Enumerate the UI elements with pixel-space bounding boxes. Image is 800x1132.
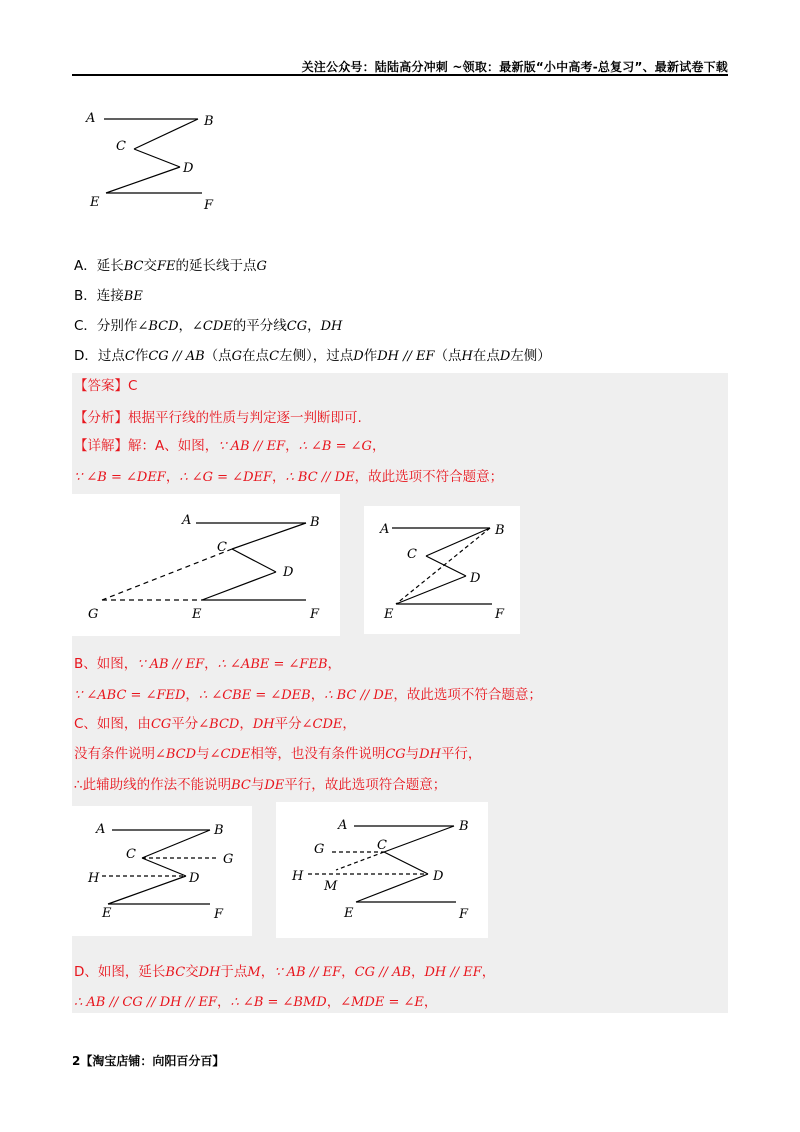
detail-text: ∴此辅助线的作法不能说明: [74, 777, 232, 793]
detail-text: ，: [342, 716, 356, 732]
label-d: D: [283, 565, 294, 580]
option-d-text: （点: [434, 348, 462, 364]
detail-text: ，: [165, 469, 180, 485]
detail-math: ∴ AB // CG // DH // EF: [74, 995, 218, 1010]
label-c: C: [217, 540, 227, 555]
detail-text: 交: [185, 964, 199, 980]
label-h: H: [292, 869, 304, 884]
detail-math: CG: [385, 747, 406, 762]
question-figure: [80, 105, 230, 217]
label-e: E: [384, 607, 394, 622]
option-d-math: C: [124, 349, 135, 364]
label-c: C: [126, 847, 136, 862]
detail-text: ，: [239, 716, 253, 732]
label-b: B: [204, 114, 214, 129]
label-h: H: [88, 871, 100, 886]
option-c-text: ，: [178, 318, 192, 334]
figure-a: [72, 494, 340, 636]
option-d-math: G: [231, 349, 243, 364]
label-e: E: [90, 195, 100, 210]
detail-text: ，: [341, 964, 355, 980]
detail-math: ∴ ∠G = ∠DEF: [179, 470, 273, 485]
option-d-text: （点: [204, 348, 232, 364]
option-c-text: 的平分线: [232, 318, 287, 334]
detail-math: DH: [252, 717, 275, 732]
label-b: B: [495, 523, 505, 538]
detail-text: 没有条件说明: [74, 746, 155, 762]
option-c-math: ∠BCD: [137, 319, 179, 334]
detail-math: ∠CDE: [301, 717, 343, 732]
detail-line-6: [74, 744, 481, 765]
detail-text: ，: [204, 656, 218, 672]
detail-math: CG: [150, 717, 172, 732]
option-c-text: C．分别作: [74, 318, 138, 334]
figure-d-box: [276, 802, 488, 938]
option-a-text: 的延长线于点: [175, 258, 257, 274]
detail-line-3: [74, 654, 341, 675]
option-d-text: 左侧），过点: [279, 348, 354, 364]
detail-text: ，: [371, 438, 386, 454]
zigzag-lines: [104, 119, 202, 193]
detail-text: D、如图，延长: [74, 964, 166, 980]
detail-text: ，: [260, 964, 275, 980]
detail-text: ，: [272, 469, 286, 485]
label-c: C: [116, 139, 126, 154]
page-number: 2: [72, 1054, 81, 1068]
detail-math: M: [247, 965, 261, 980]
option-d-math: CG // AB: [148, 349, 205, 364]
label-d: D: [183, 161, 194, 176]
detail-math: ∴ BC // DE: [324, 688, 394, 703]
label-f: F: [459, 907, 469, 922]
detail-math: ∠CDE: [209, 747, 251, 762]
option-d-text: D．过点: [74, 348, 125, 364]
label-d: D: [470, 571, 481, 586]
detail-math: ∠MDE = ∠E: [340, 995, 424, 1010]
label-g: G: [314, 842, 325, 857]
label-f: F: [214, 907, 224, 922]
option-d-math: C: [269, 349, 280, 364]
detail-line-5: [74, 714, 356, 735]
option-d-math: DH // EF: [377, 349, 435, 364]
label-b: B: [310, 515, 320, 530]
detail-text: 平行，故此选项符合题意；: [284, 777, 447, 793]
label-a: A: [380, 522, 390, 537]
option-c-math: CG: [286, 319, 308, 334]
option-a-math: FE: [157, 259, 176, 274]
analysis-heading: 【分析】根据平行线的性质与判定逐一判断即可.: [74, 410, 362, 426]
page-header: 关注公众号：陆陆高分冲刺 ~领取：最新版“小中高考-总复习”、最新试卷下载: [301, 60, 728, 74]
detail-text: 与: [250, 777, 265, 793]
option-d-text: 在点: [242, 348, 270, 364]
answer-line: [74, 376, 137, 396]
option-d-text: 作: [134, 348, 149, 364]
option-a-math: G: [256, 259, 267, 274]
option-d-text: 左侧）: [510, 348, 551, 364]
option-d: [74, 346, 551, 367]
detail-math: ∠BCD: [155, 747, 197, 762]
detail-text: 平分: [171, 716, 199, 732]
detail-line-1: [74, 436, 385, 457]
figure-d: [276, 802, 488, 938]
option-d-text: 在点: [472, 348, 500, 364]
option-a: [74, 256, 267, 277]
detail-math: ∴ ∠ABE = ∠FEB: [217, 657, 328, 672]
label-g: G: [88, 607, 99, 622]
detail-text: 平分: [274, 716, 302, 732]
detail-text: 于点: [220, 964, 248, 980]
detail-math: ∵ AB // EF: [218, 439, 286, 454]
detail-math: ∴ ∠CBE = ∠DEB: [198, 688, 311, 703]
detail-text: C、如图，由: [74, 716, 151, 732]
option-c: [74, 316, 342, 337]
option-a-text: A．延长: [74, 258, 124, 274]
detail-math: ∴ ∠B = ∠BMD: [230, 995, 327, 1010]
option-d-math: H: [461, 349, 473, 364]
option-b-text: B．连接: [74, 288, 124, 304]
option-a-math: BC: [123, 259, 144, 274]
detail-line-7: [74, 775, 446, 796]
analysis-line: [74, 408, 362, 428]
detail-math: ∵ ∠B = ∠DEF: [74, 470, 166, 485]
detail-math: BC: [165, 965, 186, 980]
label-f: F: [204, 198, 214, 213]
detail-math: DH // EF: [424, 965, 482, 980]
option-d-text: 作: [363, 348, 378, 364]
detail-text: ，: [310, 687, 325, 703]
detail-text: ，: [326, 994, 341, 1010]
page-footer: [72, 1052, 224, 1069]
label-e: E: [102, 906, 112, 921]
label-m: M: [324, 879, 338, 894]
label-a: A: [96, 822, 106, 837]
detail-text: ，故此选项不符合题意；: [354, 469, 504, 485]
option-d-math: D: [353, 349, 364, 364]
detail-text: ，: [423, 994, 438, 1010]
detail-math: ∵ AB // EF: [137, 657, 205, 672]
detail-math: DE: [264, 778, 285, 793]
detail-text: ，: [410, 964, 425, 980]
detail-text: ，: [285, 438, 299, 454]
option-c-math: ∠CDE: [192, 319, 233, 334]
detail-text: ，: [327, 656, 341, 672]
label-f: F: [310, 607, 320, 622]
option-c-text: ，: [307, 318, 321, 334]
detail-math: BC: [231, 778, 251, 793]
detail-math: ∴ ∠B = ∠G: [298, 439, 372, 454]
detail-text: ，: [481, 964, 496, 980]
label-d: D: [433, 869, 444, 884]
label-b: B: [459, 819, 469, 834]
detail-math: DH: [419, 747, 441, 762]
detail-text: ，: [185, 687, 199, 703]
detail-text: B、如图，: [74, 656, 138, 672]
figure-a-box: [72, 494, 340, 636]
detail-line-2: [74, 467, 503, 488]
figure-c-box: [72, 806, 252, 936]
label-d: D: [189, 871, 200, 886]
header-rule: [72, 74, 728, 76]
label-a: A: [338, 818, 348, 833]
figure-c: [72, 806, 252, 936]
detail-line-4: [74, 685, 542, 706]
shop-credit: 【淘宝店铺：向阳百分百】: [80, 1054, 225, 1068]
option-a-text: 交: [143, 258, 157, 274]
label-a: A: [86, 111, 96, 126]
option-d-math: D: [499, 349, 511, 364]
detail-line-9: [74, 992, 437, 1013]
detail-text: 与: [196, 746, 210, 762]
detail-math: ∵ ∠ABC = ∠FED: [74, 688, 186, 703]
detail-line-8: [74, 962, 495, 983]
detail-text: ，: [217, 994, 231, 1010]
detail-math: CG // AB: [354, 965, 411, 980]
detail-text: 平行，: [440, 746, 482, 762]
answer-heading: 【答案】C: [74, 378, 138, 394]
label-g: G: [223, 852, 234, 867]
detail-text: 相等，也没有条件说明: [250, 746, 386, 762]
detail-text: 与: [405, 746, 420, 762]
label-c: C: [377, 838, 387, 853]
detail-math: ∴ BC // DE: [285, 470, 355, 485]
figure-b-box: [364, 506, 520, 634]
option-b: [74, 286, 143, 307]
figure-b: [364, 506, 520, 634]
detail-math: ∵ AB // EF: [274, 965, 342, 980]
detail-text: 【详解】解：A、如图，: [74, 438, 219, 454]
option-c-math: DH: [320, 319, 343, 334]
label-c: C: [407, 547, 417, 562]
detail-math: DH: [198, 965, 221, 980]
label-e: E: [344, 906, 354, 921]
label-e: E: [192, 607, 202, 622]
detail-text: ，故此选项不符合题意；: [393, 687, 542, 703]
label-b: B: [214, 823, 224, 838]
option-b-math: BE: [123, 289, 143, 304]
label-a: A: [182, 513, 192, 528]
label-f: F: [495, 607, 505, 622]
detail-math: ∠BCD: [198, 717, 240, 732]
